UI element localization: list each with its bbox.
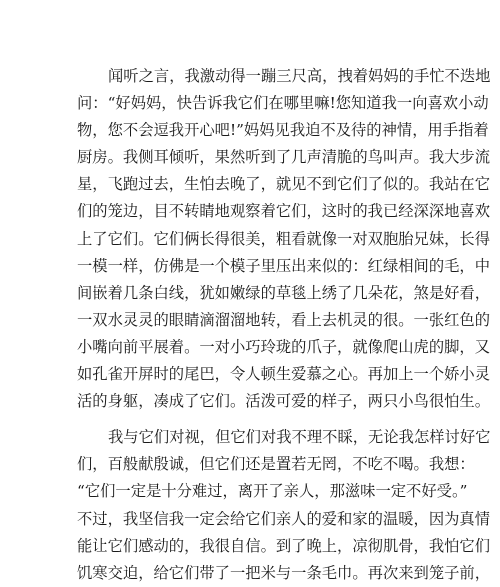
text-line: 星，飞跑过去，生怕去晚了，就见不到它们了似的。我站在它 [77, 175, 491, 194]
text-line: 一双水灵灵的眼睛滴溜溜地转，看上去机灵的很。一张红色的 [77, 310, 491, 329]
text-line: 如孔雀开屏时的尾巴，令人顿生爱慕之心。再加上一个娇小灵 [77, 365, 491, 384]
text-line: 小嘴向前平展着。一对小巧玲珑的爪子，就像爬山虎的脚，又 [77, 337, 491, 356]
text-line: 一模一样，仿佛是一个模子里压出来似的：红绿相间的毛，中 [77, 256, 491, 275]
paragraph-gap [77, 415, 425, 424]
text-line: “它们一定是十分难过，离开了亲人，那滋味一定不好受。” [77, 482, 468, 501]
paragraph-1 [77, 63, 491, 415]
text-line: 厨房。我侧耳倾听，果然听到了几声清脆的鸟叫声。我大步流 [77, 148, 491, 167]
text-line: 我与它们对视，但它们对我不理不睬，无论我怎样讨好它 [108, 428, 491, 447]
text-line: 间嵌着几条白线，犹如嫩绿的草毯上绣了几朵花，煞是好看， [77, 283, 491, 302]
text-line: 闻听之言，我激动得一蹦三尺高，拽着妈妈的手忙不迭地 [108, 67, 491, 85]
text-line: 上了它们。它们俩长得很美，粗看就像一对双胞胎兄妹，长得 [77, 229, 491, 248]
text-line: 不过，我坚信我一定会给它们亲人的爱和家的温暖，因为真情 [77, 509, 491, 528]
text-line: 物，您不会逗我开心吧!”妈妈见我迫不及待的神情，用手指着 [77, 121, 489, 140]
paragraph-2 [77, 424, 491, 587]
text-line: 们的笼边，目不转睛地观察着它们，这时的我已经深深地喜欢 [77, 202, 491, 221]
text-line: 们，百般献殷诚，但它们还是置若无罔，不吃不喝。我想： [77, 455, 475, 474]
text-line: 活的身躯，凑成了它们。活泼可爱的样子，两只小鸟很怕生。 [77, 392, 491, 411]
text-line: 问：“好妈妈，快告诉我它们在哪里嘛!您知道我一向喜欢小动 [77, 94, 489, 113]
text-line: 饥寒交迫，给它们带了一把米与一条毛巾。再次来到笼子前， [77, 563, 491, 582]
document-body [77, 63, 491, 587]
text-line: 能让它们感动的，我很自信。到了晚上，凉彻肌骨，我怕它们 [77, 536, 491, 555]
